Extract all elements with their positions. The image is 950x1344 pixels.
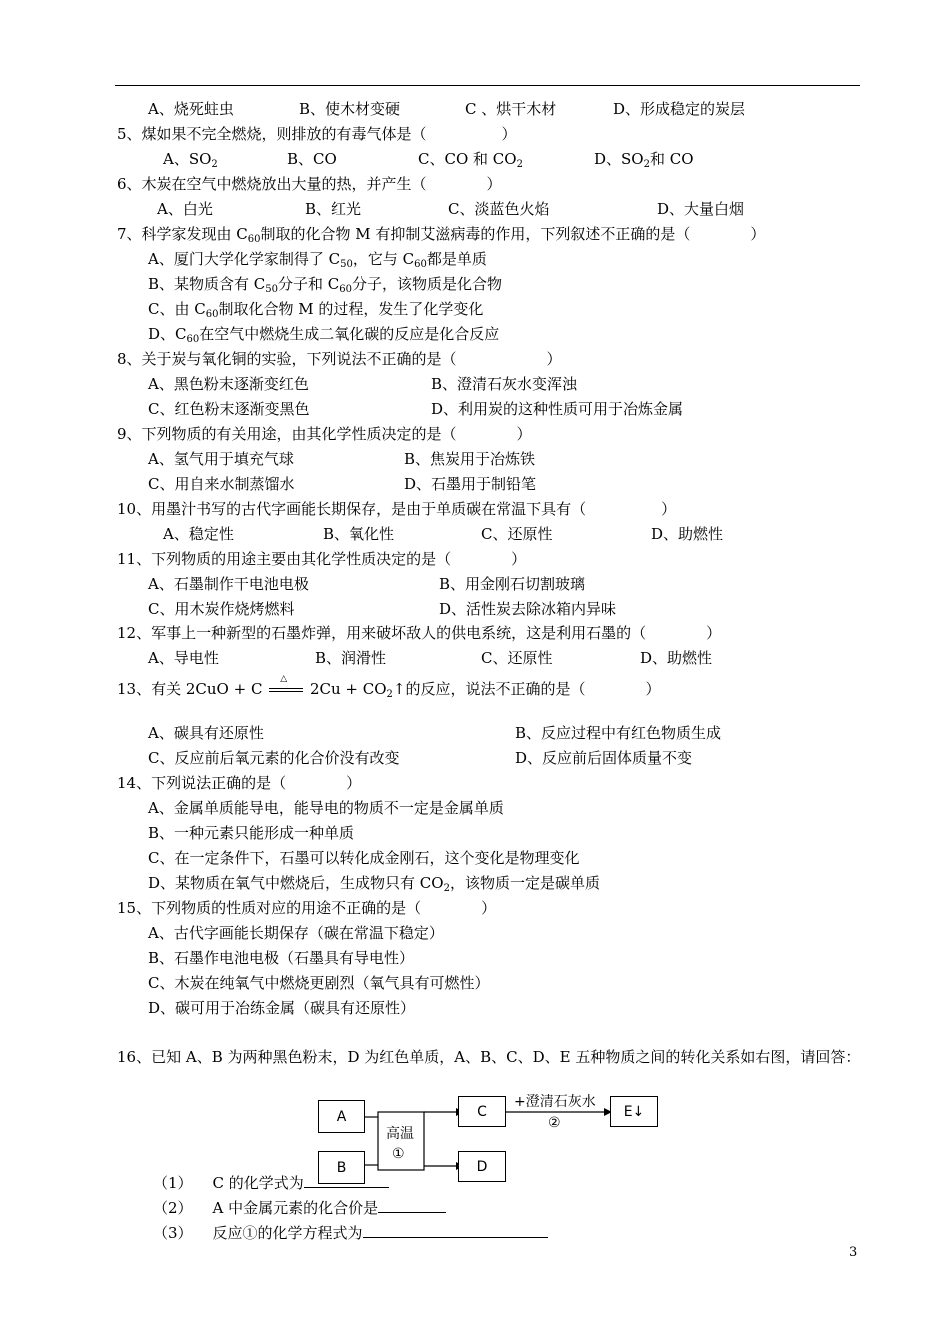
q8-option-a: A、黑色粉末逐渐变红色: [148, 375, 309, 393]
q6-stem: 6、木炭在空气中燃烧放出大量的热，并产生（ ）: [117, 175, 502, 193]
q13-option-d: D、反应前后固体质量不变: [515, 749, 693, 767]
answer-blank-1[interactable]: [304, 1171, 389, 1188]
q15-stem: 15、下列物质的性质对应的用途不正确的是（ ）: [117, 899, 497, 917]
q8-option-b: B、澄清石灰水变浑浊: [431, 375, 578, 393]
q12-option-a: A、导电性: [148, 649, 219, 667]
q10-option-b: B、氧化性: [323, 525, 395, 543]
q11-option-c: C、用木炭作烧烤燃料: [148, 600, 295, 618]
q5-option-d: D、$SO_2$和 CO: [594, 150, 694, 170]
q7-option-a: A、厦门大学化学家制得了 $C_{50}$，它与 $C_{60}$都是单质: [148, 250, 487, 270]
q4-option-c: C 、烘干木材: [465, 100, 557, 118]
q8-stem: 8、关于炭与氧化铜的实验，下列说法不正确的是（ ）: [117, 350, 562, 368]
q6-option-a: A、白光: [157, 200, 213, 218]
q16-sub-3: （3） 反应①的化学方程式为: [153, 1221, 548, 1243]
reaction-2-label: ②: [548, 1115, 561, 1131]
reaction-1-label: ①: [392, 1146, 405, 1162]
q16-sub-1: （1） C 的化学式为: [153, 1171, 389, 1193]
q15-option-a: A、古代字画能长期保存（碳在常温下稳定）: [148, 924, 444, 942]
q14-option-d: D、某物质在氧气中燃烧后，生成物只有 $CO_2$，该物质一定是碳单质: [148, 874, 600, 894]
q11-stem: 11、下列物质的用途主要由其化学性质决定的是（ ）: [117, 550, 527, 568]
q10-option-c: C、还原性: [481, 525, 553, 543]
node-b: B: [318, 1151, 365, 1184]
q9-stem: 9、下列物质的有关用途，由其化学性质决定的是（ ）: [117, 425, 532, 443]
condition-limewater: +澄清石灰水: [514, 1094, 596, 1110]
q7-option-b: B、某物质含有 $C_{50}$分子和 $C_{60}$分子，该物质是化合物: [148, 275, 503, 295]
q16-sub-2: （2） A 中金属元素的化合价是: [153, 1196, 446, 1218]
q15-option-b: B、石墨作电池电极（石墨具有导电性）: [148, 949, 415, 967]
q8-option-c: C、红色粉末逐渐变黑色: [148, 400, 310, 418]
q6-option-c: C、淡蓝色火焰: [448, 200, 550, 218]
header-rule: [115, 85, 860, 86]
q13-option-b: B、反应过程中有红色物质生成: [515, 724, 722, 742]
q14-option-c: C、在一定条件下，石墨可以转化成金刚石，这个变化是物理变化: [148, 849, 580, 867]
q10-stem: 10、用墨汁书写的古代字画能长期保存，是由于单质碳在常温下具有（ ）: [117, 500, 677, 518]
q9-option-d: D、石墨用于制铅笔: [404, 475, 537, 493]
q11-option-a: A、石墨制作干电池电极: [148, 575, 309, 593]
q5-option-b: B、CO: [287, 150, 337, 168]
q7-stem: 7、科学家发现由 $C_{60}$制取的化合物 M 有抑制艾滋病毒的作用，下列叙述不正确的是（ ）: [117, 225, 766, 245]
q11-option-d: D、活性炭去除冰箱内异味: [439, 600, 617, 618]
q13-option-a: A、碳具有还原性: [148, 724, 264, 742]
condition-high-temp: 高温: [386, 1126, 414, 1142]
q12-option-c: C、还原性: [481, 649, 553, 667]
q12-stem: 12、军事上一种新型的石墨炸弹，用来破坏敌人的供电系统，这是利用石墨的（ ）: [117, 624, 722, 642]
q12-option-d: D、助燃性: [640, 649, 713, 667]
q4-option-a: A、烧死蛀虫: [148, 100, 234, 118]
node-d: D: [458, 1151, 506, 1182]
q11-option-b: B、用金刚石切割玻璃: [439, 575, 586, 593]
q5-option-c: C、CO 和 $CO_2$: [418, 150, 523, 170]
node-a: A: [318, 1100, 365, 1133]
q8-option-d: D、利用炭的这种性质可用于冶炼金属: [431, 400, 684, 418]
q14-option-a: A、金属单质能导电，能导电的物质不一定是金属单质: [148, 799, 504, 817]
page-number: 3: [849, 1245, 858, 1260]
node-c: C: [458, 1096, 506, 1127]
q9-option-b: B、焦炭用于冶炼铁: [404, 450, 536, 468]
answer-blank-2[interactable]: [378, 1196, 446, 1213]
q9-option-a: A、氢气用于填充气球: [148, 450, 294, 468]
q4-option-b: B、使木材变硬: [299, 100, 401, 118]
reaction-arrow: [267, 674, 305, 699]
q15-option-c: C、木炭在纯氧气中燃烧更剧烈（氧气具有可燃性）: [148, 974, 490, 992]
q10-option-d: D、助燃性: [651, 525, 724, 543]
q9-option-c: C、用自来水制蒸馏水: [148, 475, 295, 493]
q13-option-c: C、反应前后氧元素的化合价没有改变: [148, 749, 400, 767]
q5-stem: 5、煤如果不完全燃烧，则排放的有毒气体是（ ）: [117, 125, 517, 143]
q14-stem: 14、下列说法正确的是（ ）: [117, 774, 362, 792]
q4-option-d: D、形成稳定的炭层: [613, 100, 746, 118]
q12-option-b: B、润滑性: [315, 649, 387, 667]
q10-option-a: A、稳定性: [163, 525, 234, 543]
q15-option-d: D、碳可用于冶练金属（碳具有还原性）: [148, 999, 416, 1017]
q6-option-b: B、红光: [305, 200, 362, 218]
answer-blank-3[interactable]: [363, 1221, 548, 1238]
q13-stem: 13、有关 2CuO + C △ $2Cu + CO_2↑$的反应，说法不正确的是（ ）: [117, 679, 661, 699]
heat-symbol: △: [280, 674, 288, 684]
q6-option-d: D、大量白烟: [657, 200, 745, 218]
q7-option-d: D、$C_{60}$在空气中燃烧生成二氧化碳的反应是化合反应: [148, 325, 500, 345]
q14-option-b: B、一种元素只能形成一种单质: [148, 824, 355, 842]
q7-option-c: C、由 $C_{60}$制取化合物 M 的过程，发生了化学变化: [148, 300, 484, 320]
node-e: E↓: [610, 1096, 658, 1127]
q16-stem: 16、已知 A、B 为两种黑色粉末，D 为红色单质，A、B、C、D、E 五种物质之间的转化关系如右图，请回答：: [117, 1048, 861, 1066]
q5-option-a: A、$SO_2$: [163, 150, 218, 170]
